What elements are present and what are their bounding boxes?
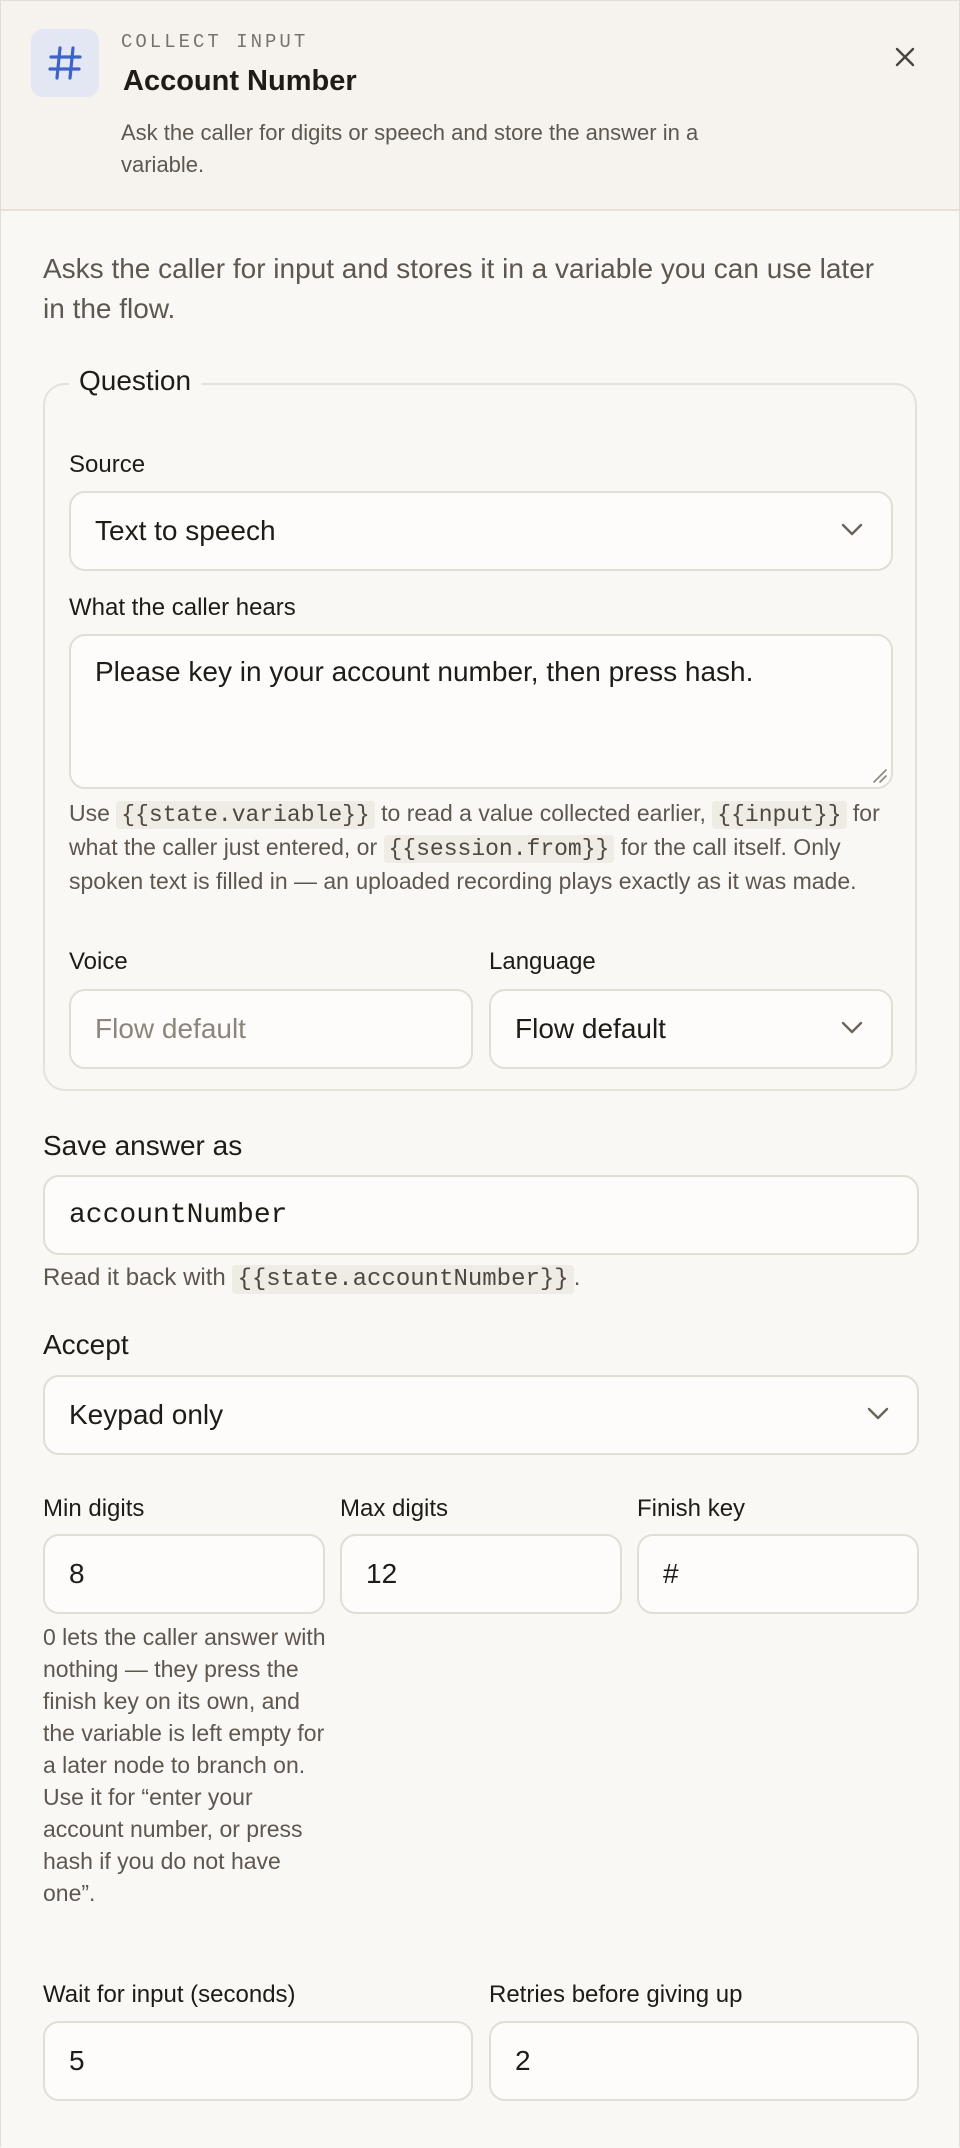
retries-input[interactable] — [489, 2021, 919, 2101]
help-text: Use — [69, 800, 110, 826]
accept-label: Accept — [43, 1329, 129, 1360]
max-digits-input[interactable] — [340, 1534, 622, 1614]
source-select[interactable] — [69, 491, 893, 571]
wait-label: Wait for input (seconds) — [43, 1981, 296, 2008]
voice-label: Voice — [69, 948, 128, 975]
accept-select[interactable] — [43, 1375, 919, 1455]
node-type-kicker: COLLECT INPUT — [121, 31, 309, 53]
save-variable-value: accountNumber — [69, 1199, 288, 1231]
finish-key-label: Finish key — [637, 1495, 746, 1522]
source-select-value: Text to speech — [95, 515, 276, 546]
max-digits-label: Max digits — [340, 1495, 449, 1522]
prompt-textarea[interactable] — [69, 634, 893, 789]
hash-icon — [31, 29, 99, 97]
help-text: to read a value collected earlier, — [381, 800, 706, 826]
node-title: Account Number — [123, 65, 357, 97]
close-icon — [894, 46, 916, 68]
code-session-from: {{session.from}} — [384, 835, 615, 863]
save-variable-input[interactable] — [43, 1175, 919, 1255]
chevron-down-icon — [841, 1021, 863, 1035]
language-select-value: Flow default — [515, 1013, 666, 1044]
prompt-text: Please key in your account number, then press hash. — [95, 656, 754, 687]
wait-seconds-input[interactable] — [43, 2021, 473, 2101]
node-description: Asks the caller for input and stores it in a variable you can use later in the flow. — [43, 253, 875, 324]
voice-input[interactable] — [69, 989, 473, 1069]
chevron-down-icon — [867, 1407, 889, 1421]
help-text: Read it back with — [43, 1264, 226, 1291]
code-input: {{input}} — [712, 801, 846, 829]
min-digits-input[interactable] — [43, 1534, 325, 1614]
min-digits-label: Min digits — [43, 1495, 145, 1522]
finish-key-input[interactable] — [637, 1534, 919, 1614]
question-legend: Question — [69, 365, 201, 397]
close-button[interactable] — [885, 37, 925, 77]
finish-key-value: # — [663, 1558, 679, 1589]
save-answer-label: Save answer as — [43, 1130, 243, 1161]
source-label: Source — [69, 451, 146, 478]
retries-value: 2 — [515, 2045, 531, 2076]
help-text: for the call itself. Only spoken text is filled in — an uploaded recording plays exactly as it was made. — [69, 834, 857, 894]
wait-seconds-value: 5 — [69, 2045, 85, 2076]
node-subtitle: Ask the caller for digits or speech and store the answer in a variable. — [121, 120, 699, 177]
min-digits-value: 8 — [69, 1558, 85, 1589]
min-digits-help: 0 lets the caller answer with nothing — they press the finish key on its own, and the variable is left empty for a later node to branch on. Use it for “enter your account number, or press hash if you do not have one”. — [43, 1624, 326, 1906]
hears-label: What the caller hears — [69, 594, 296, 621]
retries-label: Retries before giving up — [489, 1981, 743, 2008]
language-select[interactable] — [489, 989, 893, 1069]
voice-placeholder: Flow default — [95, 1013, 246, 1044]
save-help — [43, 1262, 580, 1296]
max-digits-value: 12 — [366, 1558, 398, 1589]
language-label: Language — [489, 948, 596, 975]
template-help — [69, 797, 899, 897]
help-text: for what the caller just entered, or — [69, 800, 880, 860]
chevron-down-icon — [841, 523, 863, 537]
accept-select-value: Keypad only — [69, 1399, 224, 1430]
code-state-variable: {{state.variable}} — [116, 801, 374, 829]
code-state-account-number: {{state.accountNumber}} — [232, 1265, 573, 1294]
help-text: . — [573, 1264, 581, 1291]
panel-header — [1, 1, 959, 211]
resize-grip-icon[interactable] — [871, 767, 887, 783]
